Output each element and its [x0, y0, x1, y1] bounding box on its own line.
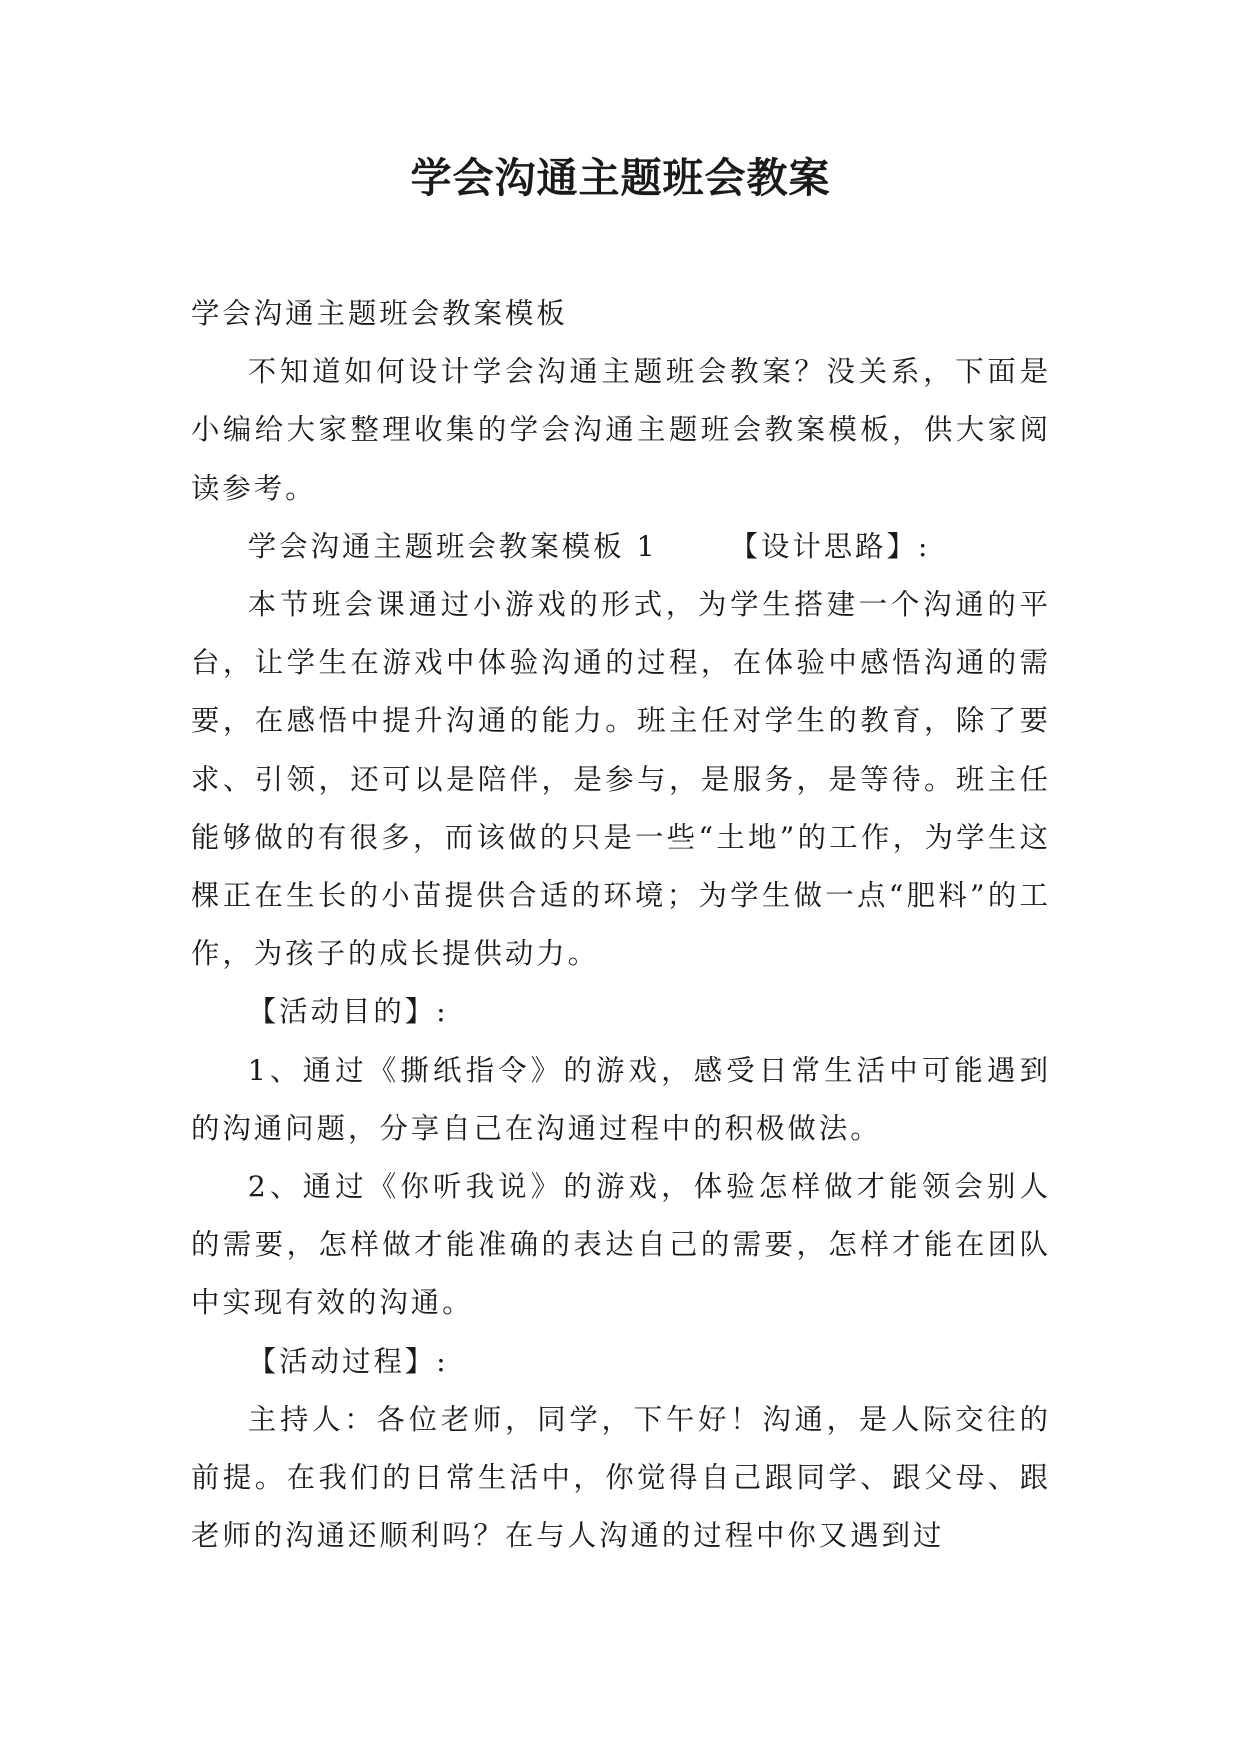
document-subtitle: 学会沟通主题班会教案模板: [191, 297, 568, 330]
document-title: 学会沟通主题班会教案: [410, 154, 831, 202]
process-paragraph: 主持人：各位老师，同学，下午好！沟通，是人际交往的前提。在我们的日常生活中，你觉得自己跟同学、跟父母、跟老师的沟通还顺利吗？在与人沟通的过程中你又遇到过: [191, 1402, 1051, 1553]
intro-paragraph: 不知道如何设计学会沟通主题班会教案？没关系，下面是小编给大家整理收集的学会沟通主题班会教案模板，供大家阅读参考。: [191, 355, 1051, 505]
design-label: 【设计思路】:: [729, 529, 931, 563]
process-label: 【活动过程】:: [247, 1344, 449, 1378]
design-paragraph: 本节班会课通过小游戏的形式，为学生搭建一个沟通的平台，让学生在游戏中体验沟通的过程，在体验中感悟沟通的需要，在感悟中提升沟通的能力。班主任对学生的教育，除了要求、引领，还可以是陪伴，是参与，是服务，是等待。班主任能够做的有很多，而该做的只是一些“土地”的工作，为学生这棵正在生长的小苗提供合适的环境；为学生做一点“肥料”的工作，为孩子的成长提供动力。: [191, 588, 1051, 971]
template-heading-line: [191, 518, 1051, 576]
goal-item-1: 1、通过《撕纸指令》的游戏，感受日常生活中可能遇到的沟通问题，分享自己在沟通过程中的积极做法。: [191, 1053, 1051, 1145]
goal-item-2: 2、通过《你听我说》的游戏，体验怎样做才能领会别人的需要，怎样做才能准确的表达自己的需要，怎样才能在团队中实现有效的沟通。: [191, 1170, 1051, 1320]
template-heading: 学会沟通主题班会教案模板 1: [247, 529, 658, 563]
goal-label: 【活动目的】:: [247, 995, 449, 1029]
document-body: [191, 285, 1051, 1565]
